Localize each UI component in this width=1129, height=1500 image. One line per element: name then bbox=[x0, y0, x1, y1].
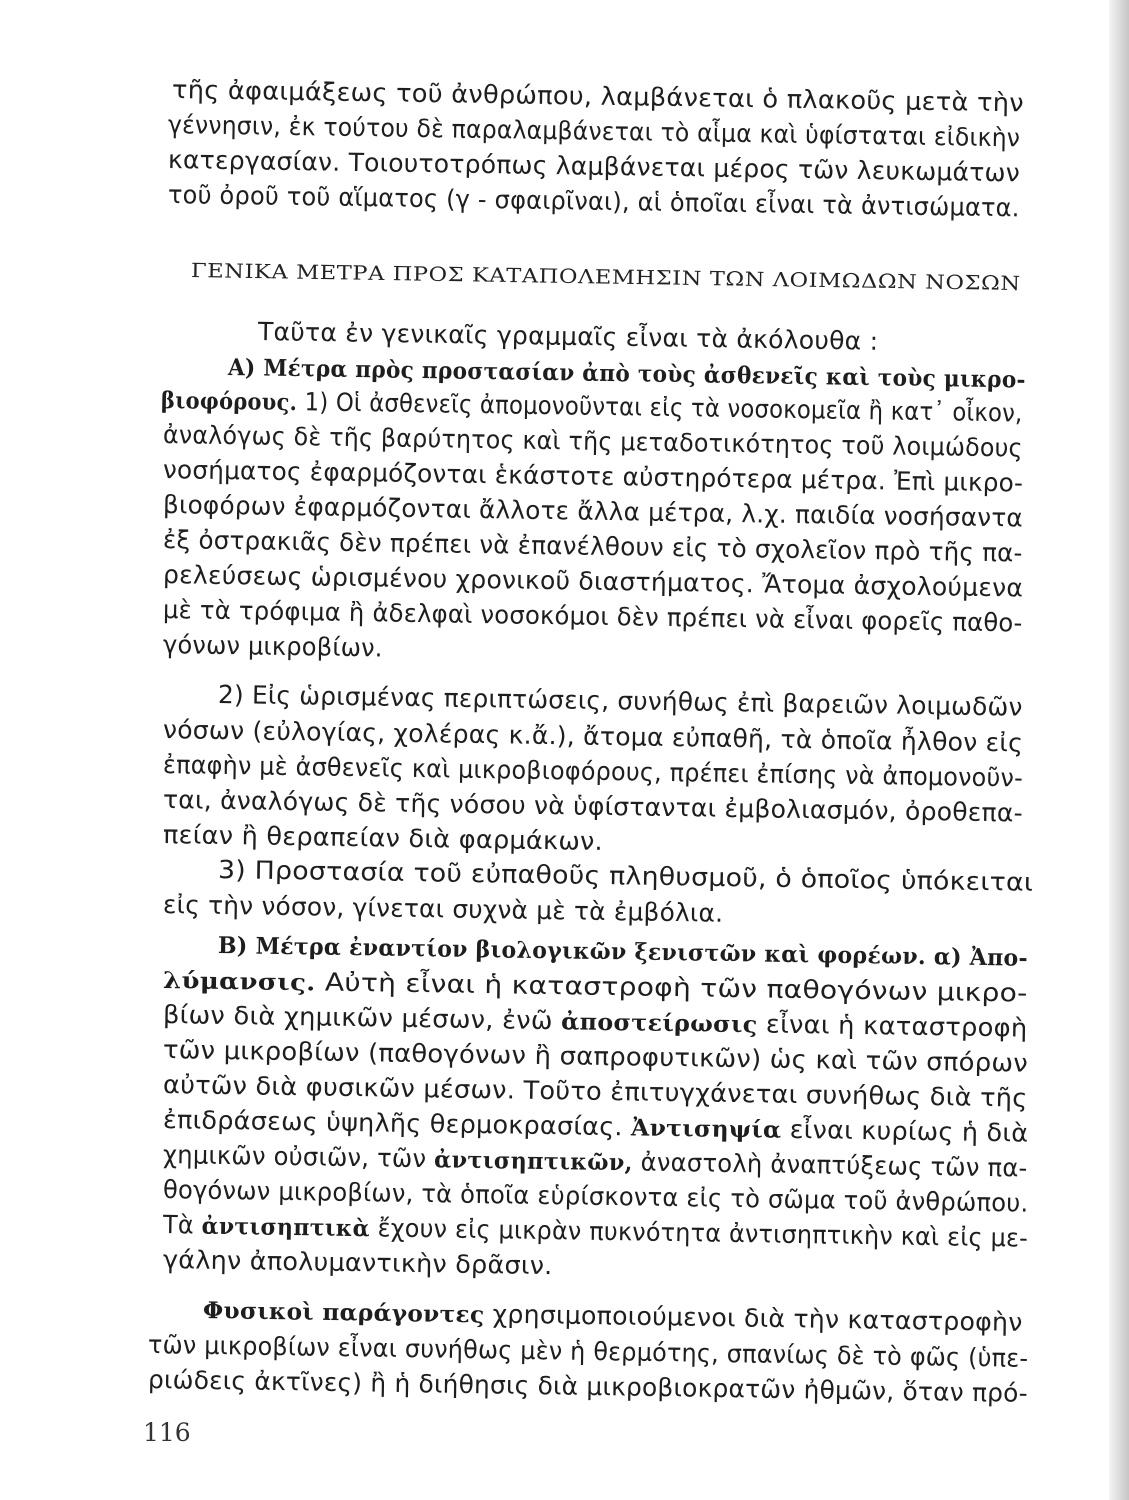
bold-term: Φυσικοὶ παράγοντες bbox=[202, 1297, 485, 1329]
text-run: ἀναστολὴ ἀναπτύξεως τῶν πα- bbox=[632, 1147, 1028, 1183]
text-run: βιοφόρων ἐφαρμόζονται ἄλλοτε ἄλλα μέτρα, λ.χ. παιδία νοσήσαντα bbox=[162, 490, 1024, 533]
text-run: νοσήματος ἐφαρμόζονται ἑκάστοτε αὐστηρότερα μέτρα. Ἐπὶ μικρο- bbox=[162, 455, 1024, 498]
text-run: ἐπιδράσεως ὑψηλῆς θερμοκρασίας. bbox=[162, 1105, 632, 1142]
book-spine-shadow bbox=[1109, 0, 1129, 1500]
page-number: 116 bbox=[143, 1418, 191, 1447]
bold-term: λύμανσις. bbox=[162, 967, 316, 997]
text-run: χημικῶν οὐσιῶν, τῶν bbox=[162, 1140, 435, 1174]
text-run: 3) Προστασία τοῦ εὐπαθοῦς πληθυσμοῦ, ὁ ὁποῖος ὑπόκειται bbox=[217, 855, 1034, 897]
text-run: εἶναι ἡ καταστροφὴ bbox=[757, 1009, 1028, 1043]
text-run: ται, ἀναλόγως δὲ τῆς νόσου νὰ ὑφίστανται ἐμβολιασμόν, ὀροθεπα- bbox=[162, 785, 1024, 828]
bold-term: Ἀντισηψία bbox=[630, 1114, 782, 1144]
text-run: γάλην ἀπολυμαντικὴν δρᾶσιν. bbox=[162, 1245, 553, 1281]
text-run: Αὐτὴ εἶναι ἡ καταστροφὴ τῶν παθογόνων μικρο- bbox=[315, 967, 1028, 1008]
bold-term: Β) Μέτρα ἐναντίον βιολογικῶν ξενιστῶν καὶ φορέων. α) Ἀπο- bbox=[217, 932, 1029, 972]
bold-term: βιοφόρους. bbox=[160, 387, 298, 417]
text-run: τῆς ἀφαιμάξεως τοῦ ἀνθρώπου, λαμβάνεται ὁ πλακοῦς μετὰ τὴν bbox=[171, 75, 1025, 118]
text-run: χρησιμοποιούμενοι διὰ τὴν καταστροφὴν bbox=[484, 1299, 1023, 1337]
text-run: ριώδεις ἀκτῖνες) ἢ ἡ διήθησις διὰ μικροβιοκρατῶν ἠθμῶν, ὅταν πρό- bbox=[147, 1365, 1029, 1408]
text-line bbox=[163, 820, 603, 857]
text-run: γόνων μικροβίων. bbox=[162, 630, 383, 663]
text-run: Τὰ bbox=[162, 1210, 202, 1240]
text-run: νόσων (εὐλογίας, χολέρας κ.ἄ.), ἄτομα εὐπαθῆ, τὰ ὁποῖα ἦλθον εἰς bbox=[162, 715, 1024, 758]
text-run: αὐτῶν διὰ φυσικῶν μέσων. Τοῦτο ἐπιτυγχάνεται συνήθως διὰ τῆς bbox=[162, 1070, 1028, 1113]
text-run: 2) Εἰς ὡρισμένας περιπτώσεις, συνήθως ἐπὶ βαρειῶν λοιμωδῶν bbox=[217, 680, 1023, 722]
text-line bbox=[218, 855, 1034, 898]
bold-term: ἀντισηπτικῶν, bbox=[433, 1146, 633, 1177]
bold-term: ἀποστείρωσις bbox=[560, 1008, 758, 1039]
text-line bbox=[258, 317, 879, 357]
bold-term: ἀντισηπτικὰ bbox=[201, 1212, 371, 1243]
text-run: βίων διὰ χημικῶν μέσων, ἐνῶ bbox=[162, 1000, 562, 1036]
text-run: ρελεύσεως ὡρισμένου χρονικοῦ διαστήματος. Ἄτομα ἀσχολούμενα bbox=[162, 560, 1024, 603]
bold-term: Α) Μέτρα πρὸς προστασίαν ἀπὸ τοὺς ἀσθενεῖς καὶ τοὺς μικρο- bbox=[227, 354, 1026, 394]
text-run: τοῦ ὀροῦ τοῦ αἵματος (γ - σφαιρῖναι), αἱ ὁποῖαι εἶναι τὰ ἀντισώματα. bbox=[167, 180, 1020, 223]
text-run: κατεργασίαν. Τοιουτοτρόπως λαμβάνεται μέρος τῶν λευκωμάτων bbox=[167, 145, 1021, 188]
text-line bbox=[163, 1245, 553, 1281]
text-line bbox=[163, 630, 383, 663]
text-line bbox=[163, 890, 724, 929]
text-run: ἔχουν εἰς μικρὰν πυκνότητα ἀντισηπτικὴν καὶ εἰς με- bbox=[369, 1213, 1029, 1253]
text-run: ἀναλόγως δὲ τῆς βαρύτητος καὶ τῆς μεταδοτικότητος τοῦ λοιμώδους bbox=[162, 420, 1023, 463]
text-run: εἰς τὴν νόσον, γίνεται συχνὰ μὲ τὰ ἐμβόλια. bbox=[162, 890, 724, 928]
text-run: τῶν μικροβίων (παθογόνων ἢ σαπροφυτικῶν) ὡς καὶ τῶν σπόρων bbox=[162, 1035, 1029, 1078]
text-run: Ταῦτα ἐν γενικαῖς γραμμαῖς εἶναι τὰ ἀκόλουθα : bbox=[257, 317, 879, 356]
text-line bbox=[218, 680, 1023, 723]
text-run: 1) Οἱ ἀσθενεῖς ἀπομονοῦνται εἰς τὰ νοσοκομεῖα ἢ κατ᾽ οἶκον, bbox=[297, 387, 1023, 428]
text-run: ἐξ ὀστρακιᾶς δὲν πρέπει νὰ ἐπανέλθουν εἰς τὸ σχολεῖον πρὸ τῆς πα- bbox=[162, 525, 1023, 568]
text-run: πείαν ἢ θεραπείαν διὰ φαρμάκων. bbox=[162, 820, 604, 856]
text-line bbox=[168, 180, 1020, 223]
text-run: μὲ τὰ τρόφιμα ἢ ἀδελφαὶ νοσοκόμοι δὲν πρέπει νὰ εἶναι φορεῖς παθο- bbox=[162, 595, 1023, 638]
section-heading: ΓΕΝΙΚΑ ΜΕΤΡΑ ΠΡΟΣ ΚΑΤΑΠΟΛΕΜΗΣΙΝ ΤΩΝ ΛΟΙΜΩΔΩΝ ΝΟΣΩΝ bbox=[190, 259, 1021, 296]
text-run: τῶν μικροβίων εἶναι συνήθως μὲν ἡ θερμότης, σπανίως δὲ τὸ φῶς (ὑπε- bbox=[147, 1330, 1029, 1373]
text-run: γέννησιν, ἐκ τούτου δὲ παραλαμβάνεται τὸ αἷμα καὶ ὑφίσταται εἰδικὴν bbox=[167, 110, 1021, 153]
text-run: εἶναι κυρίως ἡ διὰ bbox=[781, 1114, 1029, 1148]
text-run: ἐπαφὴν μὲ ἀσθενεῖς καὶ μικροβιοφόρους, πρέπει ἐπίσης νὰ ἀπομονοῦν- bbox=[162, 750, 1024, 793]
text-run: θογόνων μικροβίων, τὰ ὁποῖα εὑρίσκοντα εἰς τὸ σῶμα τοῦ ἀνθρώπου. bbox=[162, 1175, 1029, 1218]
